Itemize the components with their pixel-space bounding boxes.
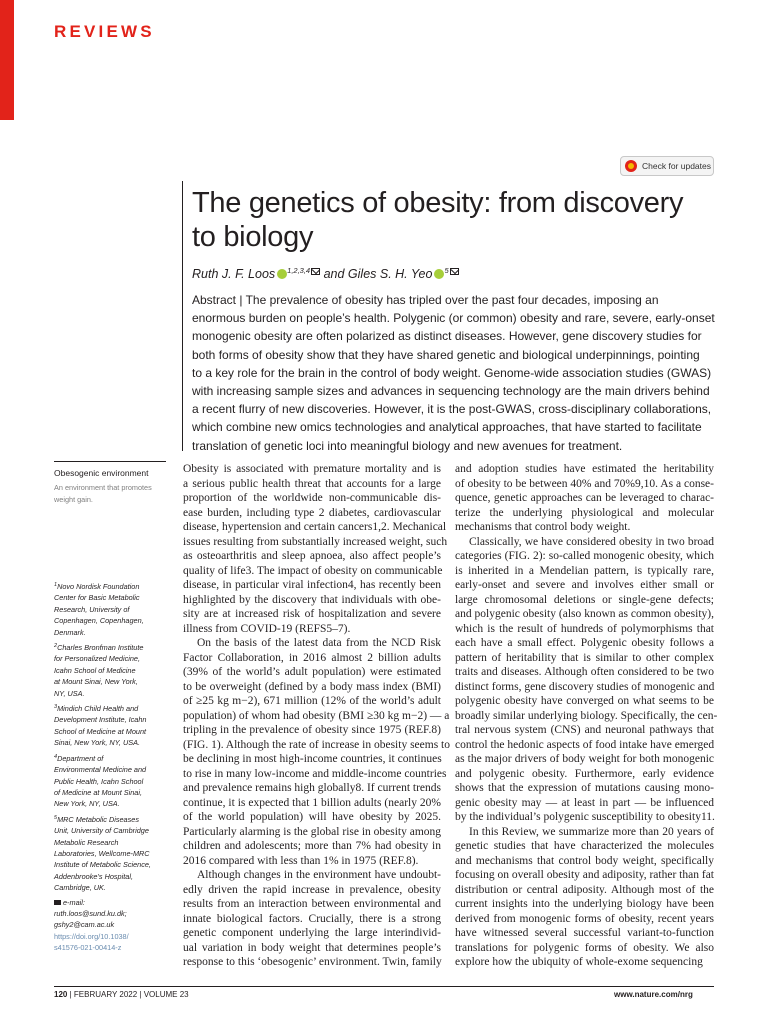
- body-text-line: tral nervous system (CNS) and neuronal pathways that: [455, 724, 714, 736]
- body-text-line: highlighted by the discovery that individuals with obe-: [183, 593, 441, 606]
- body-text-line: as osteoarthritis and sleep apnoea, also affect people’s: [183, 550, 441, 562]
- affiliations: [54, 580, 178, 957]
- affiliation-line: Laboratories, Wellcome-MRC: [54, 848, 150, 858]
- body-text-line: traits and diseases. Although often considered to be two: [455, 666, 714, 678]
- affiliation-line: New York, NY, USA.: [54, 799, 120, 809]
- body-text-line: (39% of the world’s adult population) were estimated: [183, 666, 441, 678]
- abstract-line: enormous burden on people’s health. Polygenic (or common) obesity and rare, severe, early-onset: [192, 311, 715, 326]
- affiliation-number: 5: [54, 814, 58, 821]
- body-text-line: large chromosomal deletions or single-gene defects;: [455, 593, 714, 606]
- body-text-line: polygenic obesity have converged on what seems to be: [455, 695, 714, 707]
- body-text-line: early-onset and severe and involves either small or: [455, 579, 714, 591]
- body-text-line: Classically, we have considered obesity in two broad: [469, 535, 714, 548]
- body-text-line: edly driven the rapid increase in prevalence, obesity: [183, 883, 441, 896]
- body-text-line: Obesity is associated with premature mortality and is: [183, 463, 441, 475]
- author-2[interactable]: Giles S. H. Yeo: [347, 267, 433, 281]
- title-rule: [182, 181, 183, 451]
- author-2-affiliations: 5: [444, 266, 449, 275]
- body-text-line: current insights into the underlying biology have been: [455, 898, 714, 910]
- body-text-line: ease burden, including type 2 diabetes, cardiovascular: [183, 506, 441, 519]
- affiliation-line: Research, University of: [54, 604, 130, 614]
- affiliation-item: [54, 813, 178, 894]
- body-text-line: genetic component underlying the large interindivid-: [183, 927, 441, 939]
- affiliation-item: [54, 702, 178, 749]
- affiliation-line: School of Medicine at Mount: [54, 726, 147, 736]
- body-text-line: broadly similar underlying biology. Specifically, the cen-: [455, 709, 718, 722]
- check-for-updates-button[interactable]: [620, 156, 714, 176]
- affiliation-line: Development Institute, Icahn: [54, 715, 147, 725]
- affiliation-line: Cambridge, UK.: [54, 883, 106, 893]
- envelope-icon: [54, 900, 61, 905]
- body-text-line: quality of life3. The impact of obesity on communicable: [183, 564, 443, 577]
- abstract-line: which combine new omics technologies and analytical approaches, that have started to facilitate: [192, 420, 702, 435]
- affiliation-item: [54, 752, 178, 810]
- body-text-line: terize the underlying physiological and molecular: [455, 506, 714, 519]
- body-text-line: to be overweight (defined by a body mass index (BMI): [183, 680, 441, 693]
- orcid-icon[interactable]: [277, 269, 287, 279]
- body-text-line: distribution or central adiposity. Although most of the: [455, 883, 714, 896]
- body-text-line: Particularly alarming is the global rise in obesity among: [183, 825, 442, 838]
- abstract-line: both forms of obesity show that they have shared genetic and biological underpinnings, pointing: [192, 347, 700, 362]
- body-text-line: and polygenic obesity. Furthermore, early evidence: [455, 767, 714, 780]
- body-text-line: translations for polygenic forms of obesity. We also: [455, 941, 714, 954]
- body-text-line: results from an interaction between environmental and: [183, 898, 441, 910]
- body-text-line: 2016 compared with less than 1% in 1975 (REF.8).: [183, 854, 419, 867]
- body-text-line: of obesity to be between 40% and 70%9,10. As a conse-: [455, 477, 714, 490]
- email-block: [54, 897, 178, 954]
- body-text-line: In this Review, we summarize more than 20 years of: [469, 825, 714, 838]
- body-text-line: ual variation in body weight that determines people’s: [183, 941, 441, 954]
- affiliation-line: Denmark.: [54, 627, 86, 637]
- body-text-line: pattern of heritability that is similar to other complex: [455, 651, 714, 664]
- abstract-line: to a key role for the brain in the control of body weight. Genome-wide association studies (GWAS): [192, 365, 712, 380]
- footer-rule: [54, 986, 714, 987]
- crossmark-icon: [625, 160, 637, 172]
- orcid-icon[interactable]: [434, 269, 444, 279]
- body-column-1: [183, 462, 450, 970]
- affiliation-line: NY, USA.: [54, 688, 85, 698]
- body-text-line: population) of whom had obesity (BMI ≥30 kg m−2) — a: [183, 709, 450, 722]
- body-text-line: and adoption studies have estimated the heritability: [455, 463, 714, 475]
- body-text-line: as the major drivers of body weight for both monogenic: [455, 753, 714, 765]
- email-link[interactable]: gshy2@cam.ac.uk: [54, 920, 115, 930]
- abstract-line: Abstract | The prevalence of obesity has tripled over the past four decades, imposing an: [192, 293, 659, 307]
- email-icon[interactable]: [450, 268, 459, 275]
- section-color-bar: [0, 0, 14, 120]
- body-text-line: Although changes in the environment have undoubt-: [197, 869, 441, 881]
- doi-link[interactable]: https://doi.org/10.1038/: [54, 931, 129, 941]
- body-text-line: of the world population) will have obesity by 2025.: [183, 811, 441, 823]
- affiliation-line: Charles Bronfman Institute: [57, 643, 144, 653]
- body-text-line: proportion of the worldwide non-communicable dis-: [183, 492, 441, 504]
- affiliation-line: Mindich Child Health and: [57, 704, 139, 714]
- affiliation-line: Public Health, Icahn School: [54, 776, 144, 786]
- body-text-line: explore how the ubiquity of whole-exome sequencing: [455, 956, 703, 968]
- affiliation-number: 2: [54, 643, 58, 650]
- abstract-line: a recent flurry of new discoveries. However, it is the post-GWAS, cross-disciplinary collaborations,: [192, 402, 712, 417]
- affiliation-line: Novo Nordisk Foundation: [57, 582, 140, 591]
- affiliation-line: Department of: [57, 753, 104, 763]
- journal-site[interactable]: www.nature.com/nrg: [614, 990, 693, 999]
- body-text-line: continue, it is expected that 1 billion adults (nearly 20%: [183, 796, 441, 809]
- article-title: [192, 186, 732, 254]
- affiliation-number: 1: [54, 582, 58, 588]
- body-text-line: each have a small effect. Polygenic obesity follows a: [455, 637, 714, 649]
- section-label: REVIEWS: [54, 22, 155, 41]
- affiliation-line: Center for Basic Metabolic: [54, 593, 140, 603]
- affiliation-item: [54, 641, 178, 699]
- body-text-line: be declining in most high-income countries, it continues: [183, 753, 442, 765]
- email-label: e-mail:: [63, 897, 85, 907]
- body-text-line: genetic studies that have characterized the molecules: [455, 840, 714, 852]
- body-text-line: mechanisms that control body weight.: [455, 521, 631, 533]
- affiliation-number: 3: [54, 704, 58, 711]
- email-link[interactable]: ruth.loos@sund.ku.dk;: [54, 908, 127, 918]
- body-text-line: quence, genetic approaches can be leveraged to charac-: [455, 492, 714, 504]
- glossary-term: Obesogenic environment: [54, 468, 149, 478]
- body-text-line: distinct forms, gene discovery studies of monogenic and: [455, 680, 715, 693]
- body-text-line: genic obesity may — at least in part — be influenced: [455, 796, 714, 809]
- body-text-line: children and adolescents; more than 7% had obesity in: [183, 840, 441, 852]
- sidebar-rule: [54, 461, 166, 462]
- title-line-1: The genetics of obesity: from discovery: [192, 187, 684, 219]
- body-text-line: to rise in many low-income and middle-income countries: [183, 767, 447, 780]
- affiliation-line: Icahn School of Medicine: [54, 665, 136, 675]
- affiliation-line: Addenbrooke’s Hospital,: [54, 871, 133, 881]
- body-text-line: and polygenic obesity (also known as common obesity),: [455, 608, 714, 620]
- issue-info: FEBRUARY 2022 | VOLUME 23: [73, 990, 189, 999]
- abstract-line: with increasing sample sizes and advances in sequencing technology are the main drivers behind: [192, 384, 710, 399]
- page-number: 120: [54, 990, 68, 999]
- body-column-2: [455, 462, 718, 970]
- affiliation-line: for Personalized Medicine,: [54, 654, 140, 664]
- body-text-line: control the hedonic aspects of food intake have emerged: [455, 738, 715, 751]
- body-text-line: illness from COVID-19 (REFS5–7).: [183, 622, 351, 635]
- body-text-line: categories (FIG. 2): so-called monogenic obesity, which: [455, 550, 714, 562]
- affiliation-line: Environmental Medicine and: [54, 765, 147, 775]
- affiliation-item: [54, 580, 178, 638]
- body-text-line: a serious public health threat that accounts for a large: [183, 477, 441, 490]
- body-text-line: focusing on overall obesity and adiposity, rather than fat: [455, 869, 714, 881]
- author-line: [192, 266, 459, 281]
- body-text-line: disease, in particular viral infection4, has recently been: [183, 579, 441, 591]
- body-text-line: sity are at increased risk of hospitalization and severe: [183, 608, 441, 620]
- affiliation-line: Metabolic Research: [54, 837, 119, 847]
- body-text-line: innate biological factors. Crucially, there is a strong: [183, 912, 441, 925]
- affiliation-line: Unit, University of Cambridge: [54, 826, 149, 836]
- doi-link[interactable]: s41576-021-00414-z: [54, 943, 122, 953]
- glossary-def-line: weight gain.: [54, 494, 93, 504]
- body-text-line: and mechanisms that control body weight, specifically: [455, 854, 714, 867]
- affiliation-line: Institute of Metabolic Science,: [54, 860, 151, 870]
- email-icon[interactable]: [311, 268, 320, 275]
- body-text-line: have witnessed several successful variant-to-function: [455, 927, 714, 939]
- abstract: [192, 291, 720, 455]
- body-text-line: (FIG. 1). Although the rate of increase in obesity seems to: [183, 738, 450, 751]
- author-connector: and: [323, 267, 345, 281]
- affiliation-line: of Medicine at Mount Sinai,: [54, 787, 143, 797]
- body-text-line: Factor Collaboration, in 2016 almost 2 billion adults: [183, 651, 441, 664]
- body-text-line: disease, hypertension and certain cancers1,2. Mechanical: [183, 521, 447, 533]
- title-line-2: to biology: [192, 221, 314, 253]
- author-1-affiliations: 1,2,3,4: [287, 266, 311, 275]
- body-text-line: tripling in the prevalence of obesity since 1975 (REF.8): [183, 724, 441, 736]
- glossary-definition: [54, 482, 172, 505]
- glossary-def-line: An environment that promotes: [54, 483, 152, 492]
- body-text-line: derived from monogenic forms of obesity, recent years: [455, 912, 714, 925]
- body-text-line: by the individual’s polygenic susceptibility to obesity11.: [455, 811, 715, 823]
- affiliation-line: Copenhagen, Copenhagen,: [54, 616, 144, 626]
- body-text-line: On the basis of the latest data from the NCD Risk: [197, 637, 441, 649]
- body-text-line: response to this ‘obesogenic’ environment. Twin, family: [183, 956, 442, 968]
- body-text-line: which is the result of hundreds of polymorphisms that: [455, 622, 714, 635]
- abstract-line: monogenic obesity are often polarized as distinct diseases. However, gene discovery studies for: [192, 329, 702, 344]
- author-1[interactable]: Ruth J. F. Loos: [192, 267, 276, 281]
- affiliation-line: at Mount Sinai, New York,: [54, 677, 138, 687]
- body-text-line: and prevalence remains high globally8. If current trends: [183, 782, 442, 794]
- check-for-updates-label: Check for updates: [642, 161, 711, 171]
- footer-page-info: 120 | FEBRUARY 2022 | VOLUME 23: [54, 990, 189, 999]
- body-text-line: shows that the expression of mutations causing mono-: [455, 782, 714, 794]
- affiliation-line: Sinai, New York, NY, USA.: [54, 738, 140, 748]
- body-text-line: is inherited in a Mendelian pattern, is typically rare,: [455, 564, 714, 577]
- body-text-line: issues resulting from substantially increased weight, such: [183, 535, 448, 548]
- affiliation-line: MRC Metabolic Diseases: [57, 814, 139, 824]
- abstract-line: translation of genetic loci into meaningful biology and new avenues for treatment.: [192, 438, 623, 453]
- body-text-line: of ≥25 kg m−2), 671 million (12% of the world’s adult: [183, 695, 441, 707]
- affiliation-number: 4: [54, 753, 58, 760]
